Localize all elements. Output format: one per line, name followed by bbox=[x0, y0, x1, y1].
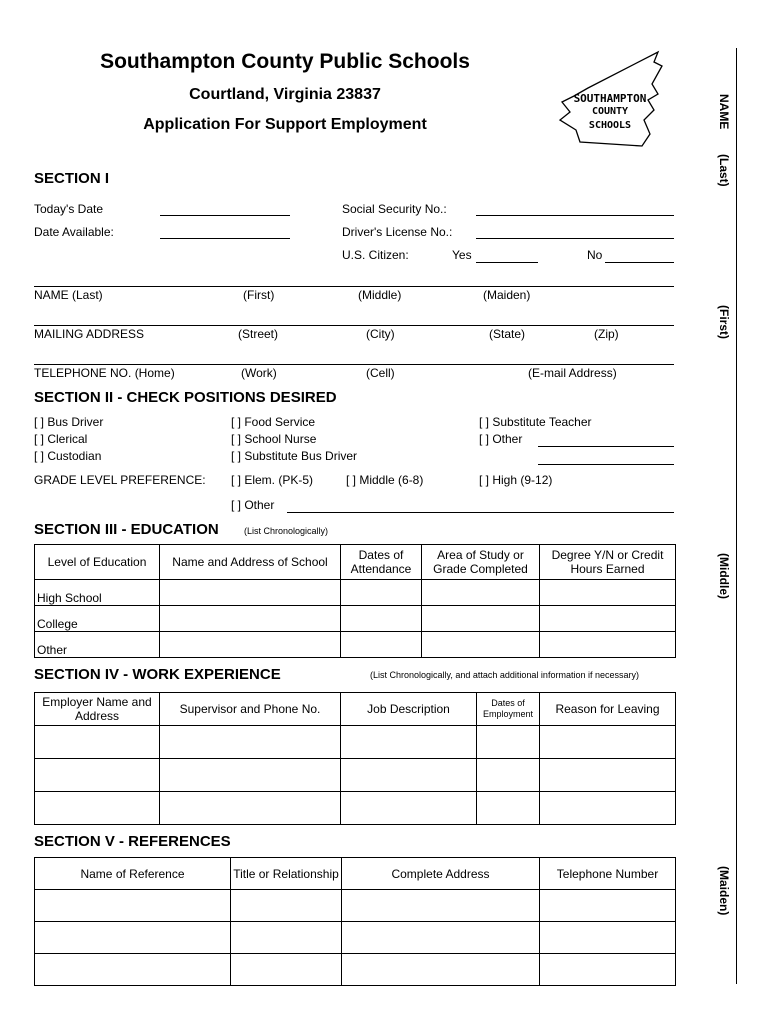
logo-line-2: COUNTY bbox=[591, 106, 629, 117]
ref-col-title: Title or Relationship bbox=[231, 858, 342, 890]
side-divider bbox=[736, 48, 737, 984]
section-3-note: (List Chronologically) bbox=[244, 526, 329, 536]
drivers-license-label: Driver's License No.: bbox=[342, 225, 453, 239]
logo-line-1: SOUTHAMPTON bbox=[573, 92, 647, 105]
table-cell[interactable] bbox=[160, 632, 341, 658]
table-cell[interactable] bbox=[540, 759, 676, 792]
table-cell[interactable] bbox=[342, 954, 540, 986]
address-street-label: (Street) bbox=[238, 327, 279, 341]
table-cell[interactable] bbox=[160, 580, 341, 606]
side-label-first: (First) bbox=[717, 305, 731, 339]
table-cell[interactable] bbox=[540, 954, 676, 986]
table-cell[interactable] bbox=[35, 954, 231, 986]
name-first-label: (First) bbox=[243, 288, 275, 302]
position-other[interactable]: [ ] Other bbox=[479, 432, 523, 446]
work-col-dates: Dates of Employment bbox=[477, 693, 540, 726]
table-row bbox=[35, 792, 676, 825]
table-cell[interactable] bbox=[540, 922, 676, 954]
location: Courtland, Virginia 23837 bbox=[189, 86, 381, 103]
table-cell[interactable] bbox=[540, 580, 676, 606]
edu-col-level: Level of Education bbox=[35, 545, 160, 580]
table-cell[interactable] bbox=[341, 759, 477, 792]
table-cell[interactable] bbox=[540, 792, 676, 825]
address-row-line[interactable] bbox=[34, 325, 674, 326]
table-row bbox=[35, 759, 676, 792]
edu-col-degree: Degree Y/N or Credit Hours Earned bbox=[540, 545, 676, 580]
table-cell[interactable] bbox=[341, 726, 477, 759]
edu-col-area: Area of Study or Grade Completed bbox=[422, 545, 540, 580]
position-food-service[interactable]: [ ] Food Service bbox=[231, 415, 316, 429]
side-label-middle: (Middle) bbox=[717, 553, 731, 599]
grade-elem-option[interactable]: [ ] Elem. (PK-5) bbox=[231, 473, 314, 487]
address-zip-label: (Zip) bbox=[594, 327, 619, 341]
table-row bbox=[35, 580, 676, 606]
section-3-heading: SECTION III - EDUCATION bbox=[34, 521, 219, 538]
section-2-heading: SECTION II - CHECK POSITIONS DESIRED bbox=[34, 389, 337, 406]
drivers-license-field[interactable] bbox=[476, 238, 674, 239]
table-cell[interactable] bbox=[422, 580, 540, 606]
form-subtitle: Application For Support Employment bbox=[143, 116, 427, 133]
name-middle-label: (Middle) bbox=[358, 288, 402, 302]
work-col-employer: Employer Name and Address bbox=[35, 693, 160, 726]
page-title: Southampton County Public Schools bbox=[100, 50, 470, 73]
edu-row-college: College bbox=[35, 606, 160, 632]
table-cell[interactable] bbox=[231, 954, 342, 986]
table-row bbox=[35, 922, 676, 954]
ssn-field[interactable] bbox=[476, 215, 674, 216]
side-label-maiden: (Maiden) bbox=[717, 866, 731, 916]
table-row bbox=[35, 954, 676, 986]
citizen-yes-field[interactable] bbox=[476, 262, 538, 263]
position-substitute-teacher[interactable]: [ ] Substitute Teacher bbox=[479, 415, 592, 429]
table-cell[interactable] bbox=[341, 606, 422, 632]
edu-row-other: Other bbox=[35, 632, 160, 658]
edu-row-high-school: High School bbox=[35, 580, 160, 606]
table-cell[interactable] bbox=[160, 606, 341, 632]
references-table bbox=[34, 857, 676, 986]
position-other-field-2[interactable] bbox=[538, 464, 674, 465]
grade-other-field[interactable] bbox=[287, 512, 674, 513]
table-cell[interactable] bbox=[35, 792, 160, 825]
address-city-label: (City) bbox=[366, 327, 395, 341]
position-substitute-bus-driver[interactable]: [ ] Substitute Bus Driver bbox=[231, 449, 358, 463]
table-cell[interactable] bbox=[35, 759, 160, 792]
work-col-reason: Reason for Leaving bbox=[540, 693, 676, 726]
grade-middle-option[interactable]: [ ] Middle (6-8) bbox=[346, 473, 424, 487]
table-cell[interactable] bbox=[341, 632, 422, 658]
table-cell[interactable] bbox=[35, 890, 231, 922]
citizen-no-label: No bbox=[587, 248, 603, 262]
citizen-label: U.S. Citizen: bbox=[342, 248, 409, 262]
work-col-job: Job Description bbox=[341, 693, 477, 726]
ssn-label: Social Security No.: bbox=[342, 202, 447, 216]
side-label-name: NAME bbox=[717, 94, 731, 130]
grade-level-label: GRADE LEVEL PREFERENCE: bbox=[34, 473, 206, 487]
position-other-field[interactable] bbox=[538, 446, 674, 447]
section-1-heading: SECTION I bbox=[34, 170, 110, 187]
todays-date-label: Today's Date bbox=[34, 202, 103, 216]
date-available-field[interactable] bbox=[160, 238, 290, 239]
work-experience-table bbox=[34, 692, 676, 825]
table-cell[interactable] bbox=[540, 890, 676, 922]
email-label: (E-mail Address) bbox=[528, 366, 617, 380]
table-cell[interactable] bbox=[160, 792, 341, 825]
table-cell[interactable] bbox=[35, 726, 160, 759]
name-last-label: NAME (Last) bbox=[34, 288, 103, 302]
table-cell[interactable] bbox=[477, 726, 540, 759]
table-row bbox=[35, 726, 676, 759]
work-col-supervisor: Supervisor and Phone No. bbox=[160, 693, 341, 726]
table-cell[interactable] bbox=[35, 922, 231, 954]
section-4-note: (List Chronologically, and attach additional information if necessary) bbox=[370, 670, 639, 680]
table-cell[interactable] bbox=[422, 632, 540, 658]
table-cell[interactable] bbox=[231, 922, 342, 954]
table-cell[interactable] bbox=[160, 726, 341, 759]
side-label-last: (Last) bbox=[717, 154, 731, 187]
position-clerical[interactable]: [ ] Clerical bbox=[34, 432, 88, 446]
table-cell[interactable] bbox=[477, 792, 540, 825]
edu-col-school: Name and Address of School bbox=[160, 545, 341, 580]
ref-col-phone: Telephone Number bbox=[540, 858, 676, 890]
section-4-heading: SECTION IV - WORK EXPERIENCE bbox=[34, 666, 281, 683]
logo-line-3: SCHOOLS bbox=[588, 120, 632, 131]
table-cell[interactable] bbox=[341, 792, 477, 825]
table-cell[interactable] bbox=[477, 759, 540, 792]
table-cell[interactable] bbox=[540, 726, 676, 759]
phone-row-line[interactable] bbox=[34, 364, 674, 365]
table-row bbox=[35, 632, 676, 658]
table-row bbox=[35, 890, 676, 922]
phone-home-label: TELEPHONE NO. (Home) bbox=[34, 366, 175, 380]
table-cell[interactable] bbox=[341, 580, 422, 606]
table-row bbox=[35, 606, 676, 632]
name-maiden-label: (Maiden) bbox=[483, 288, 531, 302]
table-cell[interactable] bbox=[342, 890, 540, 922]
citizen-yes-label: Yes bbox=[452, 248, 472, 262]
position-school-nurse[interactable]: [ ] School Nurse bbox=[231, 432, 317, 446]
school-logo bbox=[540, 50, 670, 150]
table-cell[interactable] bbox=[540, 632, 676, 658]
table-cell[interactable] bbox=[540, 606, 676, 632]
table-cell[interactable] bbox=[231, 890, 342, 922]
todays-date-field[interactable] bbox=[160, 215, 290, 216]
phone-work-label: (Work) bbox=[241, 366, 277, 380]
table-cell[interactable] bbox=[160, 759, 341, 792]
table-cell[interactable] bbox=[422, 606, 540, 632]
table-cell[interactable] bbox=[342, 922, 540, 954]
address-state-label: (State) bbox=[489, 327, 526, 341]
phone-cell-label: (Cell) bbox=[366, 366, 395, 380]
name-row-line[interactable] bbox=[34, 286, 674, 287]
position-bus-driver[interactable]: [ ] Bus Driver bbox=[34, 415, 104, 429]
date-available-label: Date Available: bbox=[34, 225, 114, 239]
position-custodian[interactable]: [ ] Custodian bbox=[34, 449, 102, 463]
grade-high-option[interactable]: [ ] High (9-12) bbox=[479, 473, 553, 487]
address-label: MAILING ADDRESS bbox=[34, 327, 145, 341]
ref-col-address: Complete Address bbox=[342, 858, 540, 890]
grade-other-option[interactable]: [ ] Other bbox=[231, 498, 275, 512]
citizen-no-field[interactable] bbox=[605, 262, 674, 263]
ref-col-name: Name of Reference bbox=[35, 858, 231, 890]
education-table bbox=[34, 544, 676, 658]
section-5-heading: SECTION V - REFERENCES bbox=[34, 833, 231, 850]
edu-col-dates: Dates of Attendance bbox=[341, 545, 422, 580]
